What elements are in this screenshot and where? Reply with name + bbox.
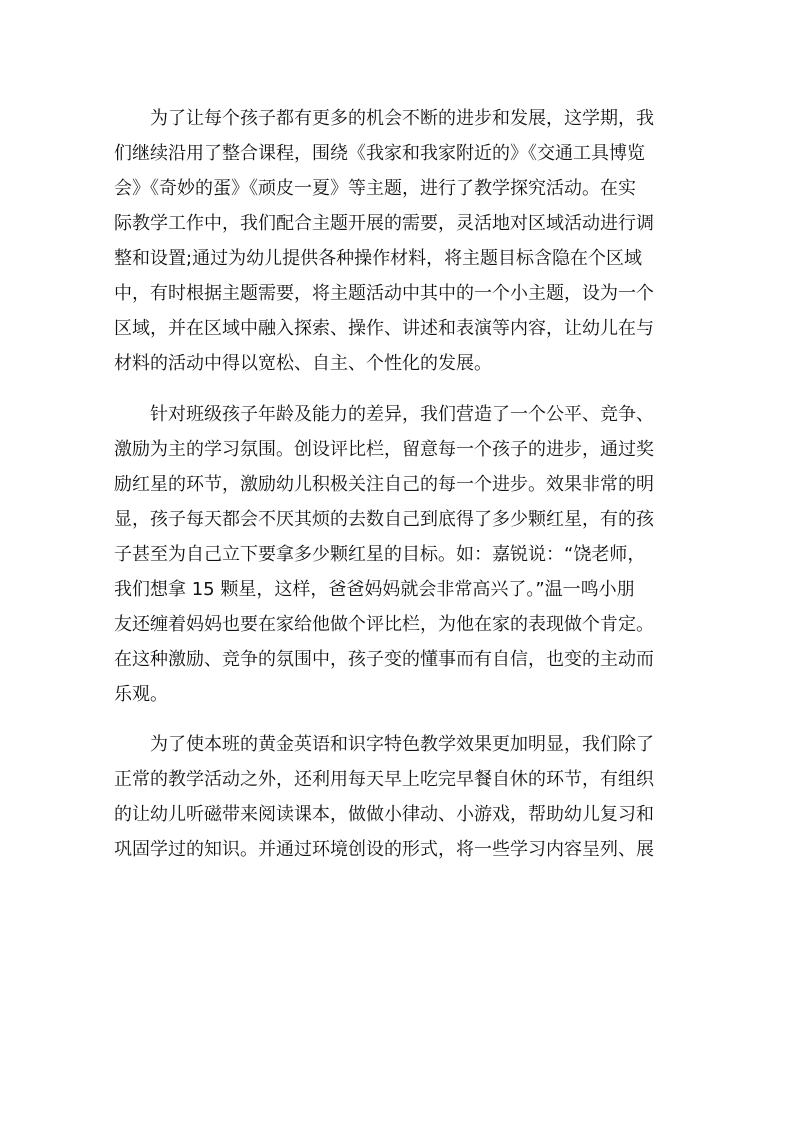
paragraph-line: 在这种激励、竞争的氛围中，孩子变的懂事而有自信，也变的主动而 xyxy=(114,649,654,670)
paragraph-3 xyxy=(114,727,686,867)
paragraph-line: 励红星的环节，激励幼儿积极关注自己的每一个进步。效果非常的明 xyxy=(114,474,654,495)
paragraph-line: 友还缠着妈妈也要在家给他做个评比栏，为他在家的表现做个肯定。 xyxy=(114,614,654,635)
paragraph-line: 会》《奇妙的蛋》《顽皮一夏》等主题，进行了教学探究活动。在实 xyxy=(114,178,636,199)
paragraph-line: 材料的活动中得以宽松、自主、个性化的发展。 xyxy=(114,353,492,374)
paragraph-line: 为了使本班的黄金英语和识字特色教学效果更加明显，我们除了 xyxy=(150,734,654,755)
paragraph-line: 激励为主的学习氛围。创设评比栏，留意每一个孩子的进步，通过奖 xyxy=(114,439,654,460)
paragraph-line: 们继续沿用了整合课程，围绕《我家和我家附近的》《交通工具博览 xyxy=(114,143,645,164)
paragraph-2 xyxy=(114,397,686,712)
paragraph-line: 区域，并在区域中融入探索、操作、讲述和表演等内容，让幼儿在与 xyxy=(114,318,654,339)
paragraph-line: 乐观。 xyxy=(114,684,168,705)
paragraph-line: 的让幼儿听磁带来阅读课本，做做小律动、小游戏，帮助幼儿复习和 xyxy=(114,804,654,825)
paragraph-line: 巩固学过的知识。并通过环境创设的形式，将一些学习内容呈列、展 xyxy=(114,839,654,860)
paragraph-line: 子甚至为自己立下要拿多少颗红星的目标。如：嘉锐说：“饶老师， xyxy=(114,544,646,565)
paragraph-line: 针对班级孩子年龄及能力的差异，我们营造了一个公平、竞争、 xyxy=(150,404,654,425)
document-body xyxy=(114,101,686,867)
paragraph-line: 中，有时根据主题需要，将主题活动中其中的一个小主题，设为一个 xyxy=(114,283,654,304)
paragraph-line: 正常的教学活动之外，还利用每天早上吃完早餐自休的环节，有组织 xyxy=(114,769,654,790)
paragraph-1 xyxy=(114,101,686,381)
paragraph-line: 为了让每个孩子都有更多的机会不断的进步和发展，这学期，我 xyxy=(150,108,654,129)
paragraph-line: 显，孩子每天都会不厌其烦的去数自己到底得了多少颗红星，有的孩 xyxy=(114,509,654,530)
paragraph-line: 我们想拿 15 颗星，这样，爸爸妈妈就会非常高兴了。”温一鸣小朋 xyxy=(114,579,635,600)
paragraph-line: 际教学工作中，我们配合主题开展的需要，灵活地对区域活动进行调 xyxy=(114,213,654,234)
paragraph-line: 整和设置;通过为幼儿提供各种操作材料，将主题目标含隐在个区域 xyxy=(114,248,643,269)
